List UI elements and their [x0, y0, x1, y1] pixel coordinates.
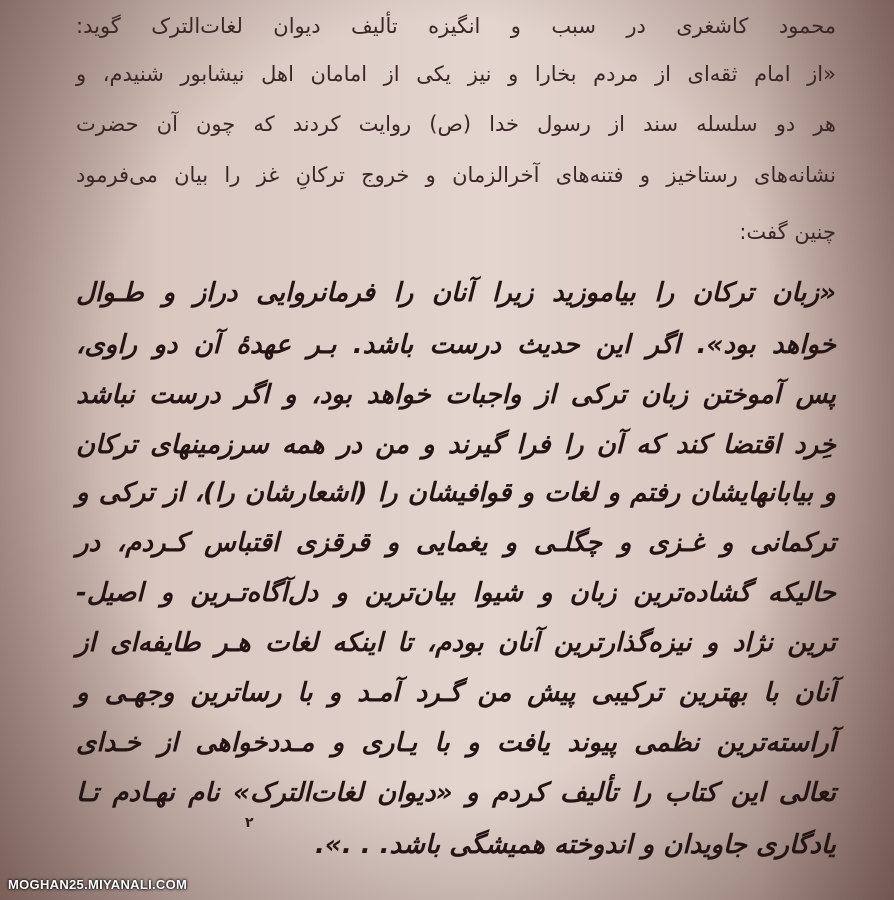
text-line: خِرد اقتضا کند که آن را فرا گیرند و من در همه سرزمینهای ترکان: [76, 430, 836, 460]
text-line: خواهد بود». اگر این حدیث درست باشد. بـر عهدهٔ آن دو راوی،: [76, 330, 836, 360]
text-line: آنان با بهترین ترکیبی پیش من گـرد آمـد و با رساترین وجهـی و: [76, 678, 836, 708]
text-line: «از امام ثقه‌ای از مردم بخارا و نیز یکی از امامان اهل نیشابور شنیدم، و: [76, 62, 836, 86]
text-line: تعالی این کتاب را تألیف کردم و «دیوان لغات‌الترک» نام نهـادم تـا: [76, 778, 836, 808]
text-line: حالیکه گشاده‌ترین زبان و شیوا بیان‌ترین و دل‌آگاه‌تـرین و اصیل-: [76, 578, 836, 608]
text-line: یادگاری جاویدان و اندوخته همیشگی باشد. . .».: [315, 830, 836, 860]
text-line: «زبان ترکان را بیاموزید زیرا آنان را فرمانروایی دراز و طـوال: [76, 278, 836, 308]
text-line: و بیابانهایشان رفتم و لغات و قوافیشان را (اشعارشان را)، از ترکی و: [76, 478, 836, 508]
text-line: ترین نژاد و نیزه‌گذارترین آنان بودم، تا اینکه لغات هـر طایفه‌ای از: [76, 628, 836, 658]
text-line: ترکمانی و غـزی و چگلـی و یغمایی و قرقزی اقتباس کـردم، در: [76, 528, 836, 558]
footnote-marker: ۲: [245, 815, 254, 831]
text-line: آراسته‌ترین نظمی پیوند یافت و با یـاری و مـددخواهی از خـدای: [76, 728, 836, 758]
text-line: چنین گفت:: [739, 220, 836, 244]
text-line: نشانه‌های رستاخیز و فتنه‌های آخرالزمان و خروج ترکانِ غز را بیان می‌فرمود: [76, 163, 836, 187]
site-watermark: MOGHAN25.MIYANALI.COM: [8, 877, 188, 892]
text-line: پس آموختن زبان ترکی از واجبات خواهد بود، و اگر درست نباشد: [76, 380, 836, 410]
text-line: هر دو سلسله سند از رسول خدا (ص) روایت کردند که چون آن حضرت: [76, 112, 836, 136]
text-line: محمود کاشغری در سبب و انگیزه تألیف دیوان لغات‌الترک گوید:: [76, 14, 836, 38]
